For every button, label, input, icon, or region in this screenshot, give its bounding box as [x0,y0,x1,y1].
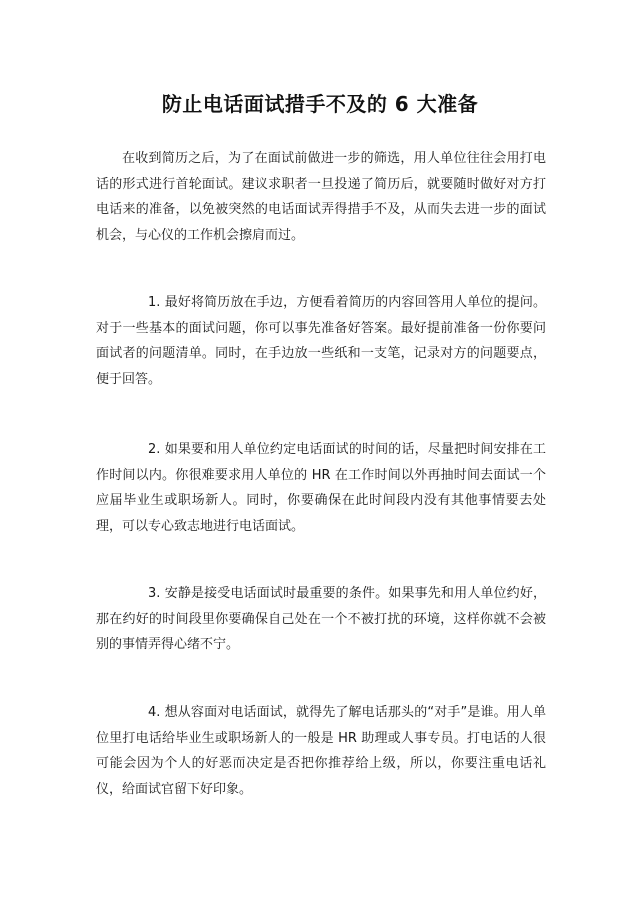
tip-paragraph-2: 2. 如果要和用人单位约定电话面试的时间的话，尽量把时间安排在工作时间以内。你很难要求用人单位的 HR 在工作时间以外再抽时间去面试一个应届毕业生或职场新人。同时，你要确保在此时间段内没有其他事情要去处理，可以专心致志地进行电话面试。 [96,442,546,534]
tip-paragraph-1: 1. 最好将简历放在手边，方便看着简历的内容回答用人单位的提问。对于一些基本的面试问题，你可以事先准备好答案。最好提前准备一份你要问面试者的问题清单。同时，在手边放一些纸和一支笔，记录对方的问题要点，便于回答。 [96,295,546,387]
document-title: 防止电话面试措手不及的 6 大准备 [161,92,479,116]
tip-paragraph-3: 3. 安静是接受电话面试时最重要的条件。如果事先和用人单位约好，那在约好的时间段里你要确保自己处在一个不被打扰的环境，这样你就不会被别的事情弄得心绪不宁。 [96,586,546,652]
intro-paragraph: 在收到简历之后，为了在面试前做进一步的筛选，用人单位往往会用打电话的形式进行首轮面试。建议求职者一旦投递了简历后，就要随时做好对方打电话来的准备，以免被突然的电话面试弄得措手不及，从而失去进一步的面试机会，与心仪的工作机会擦肩而过。 [96,151,546,243]
tip-paragraph-4: 4. 想从容面对电话面试，就得先了解电话那头的“对手”是谁。用人单位里打电话给毕业生或职场新人的一般是 HR 助理或人事专员。打电话的人很可能会因为个人的好恶而决定是否把你推荐给上级，所以，你要注重电话礼仪，给面试官留下好印象。 [96,705,546,797]
